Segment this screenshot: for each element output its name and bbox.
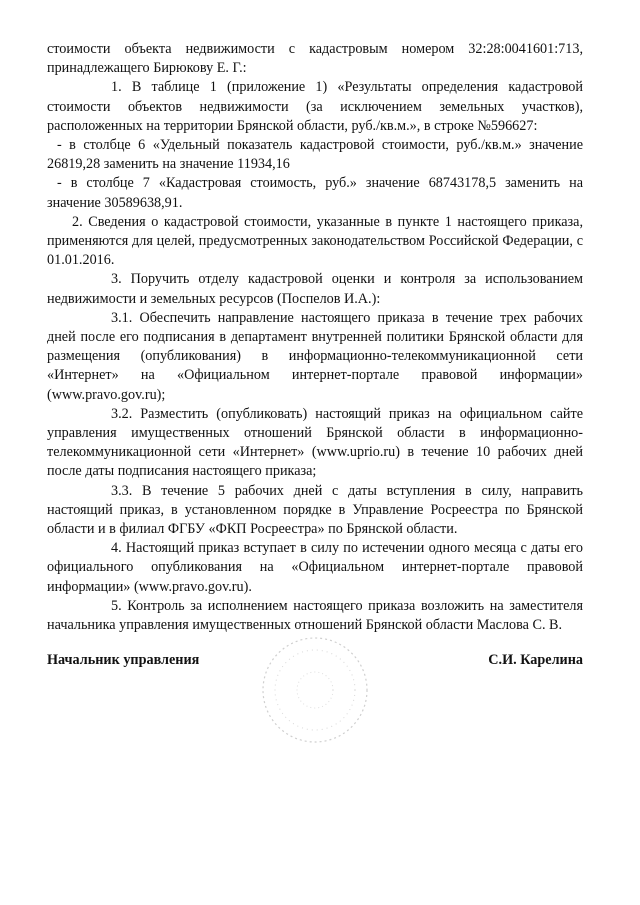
paragraph-item-1: 1. В таблице 1 (приложение 1) «Результаты определения кадастровой стоимости объектов недвижимости (за исключением земельных участков), расположенных на территории Брянской области, руб./кв.м.», в строке №596627: <box>47 79 583 134</box>
paragraph-item-3-3: 3.3. В течение 5 рабочих дней с даты вступления в силу, направить настоящий приказ, в установленном порядке в Управление Росреестра по Брянской области и в филиал ФГБУ «ФКП Росреестра» по Брянской области. <box>47 482 583 538</box>
signer-position: Начальник управления <box>47 652 200 668</box>
paragraph-item-2: 2. Сведения о кадастровой стоимости, указанные в пункте 1 настоящего приказа, применяются для целей, предусмотренных законодательством Российской Федерации, с 01.01.2016. <box>47 213 583 269</box>
signer-name: С.И. Карелина <box>488 652 583 668</box>
paragraph-item-5: 5. Контроль за исполнением настоящего приказа возложить на заместителя начальника управления имущественных отношений Брянской области Маслова С. В. <box>47 597 583 634</box>
paragraph-item-3-2: 3.2. Разместить (опубликовать) настоящий приказ на официальном сайте управления имущественных отношений Брянской области в информационно-телекоммуникационной сети «Интернет» (www.uprio.ru) в течение 10 рабочих дней после даты подписания настоящего приказа; <box>47 405 583 480</box>
paragraph-item-3-1: 3.1. Обеспечить направление настоящего приказа в течение трех рабочих дней после его подписания в департамент внутренней политики Брянской области для размещения (опубликования) в информационно-телекоммуникационной сети «Интернет» на «Официальном интернет-портале правовой информации» (www.pravo.gov.ru); <box>47 309 583 403</box>
paragraph-item-1-column-7: - в столбце 7 «Кадастровая стоимость, руб.» значение 68743178,5 заменить на значение 30589638,91. <box>47 175 583 211</box>
paragraph-item-4: 4. Настоящий приказ вступает в силу по истечении одного месяца с даты его официального опубликования на «Официальном интернет-портале правовой информации» (www.pravo.gov.ru). <box>47 540 583 595</box>
seal-stamp <box>255 630 375 750</box>
signature-block <box>47 652 583 669</box>
paragraph-item-3: 3. Поручить отделу кадастровой оценки и контроля за использованием недвижимости и земельных ресурсов (Поспелов И.А.): <box>47 271 583 307</box>
paragraph-item-1-column-6: - в столбце 6 «Удельный показатель кадастровой стоимости, руб./кв.м.» значение 26819,28 заменить на значение 11934,16 <box>47 137 583 173</box>
document-body <box>47 40 583 635</box>
paragraph-intro: стоимости объекта недвижимости с кадастровым номером 32:28:0041601:713, принадлежащего Бирюкову Е. Г.: <box>47 41 583 77</box>
